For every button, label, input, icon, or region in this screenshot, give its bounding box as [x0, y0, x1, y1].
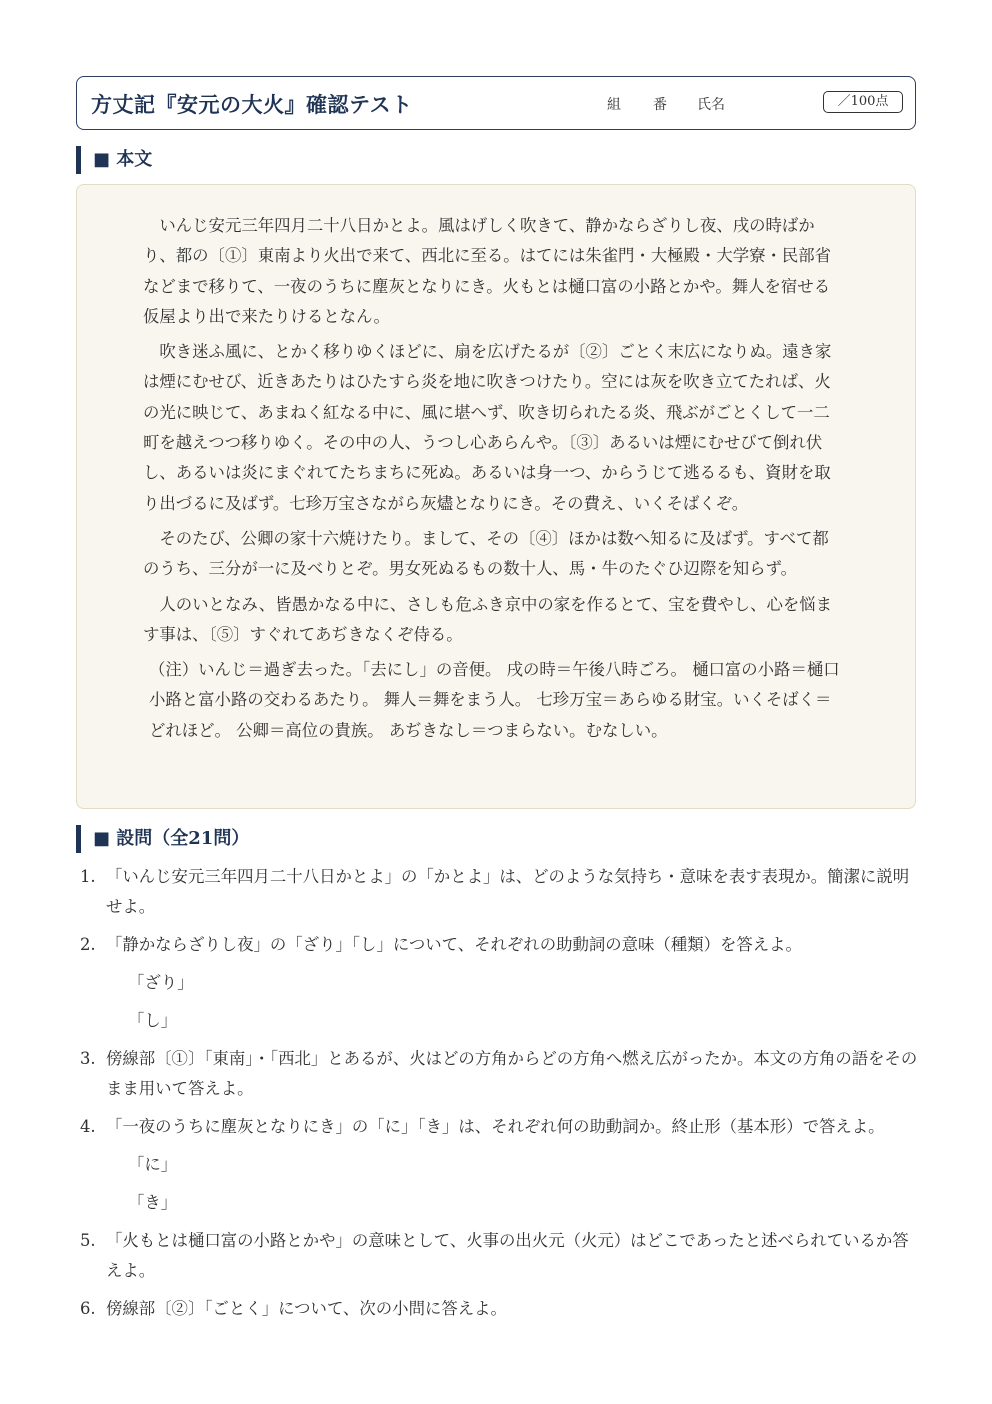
question-number: 5. [80, 1231, 96, 1250]
source-text-box [76, 184, 916, 809]
section-heading-questions: ■ 設問（全21問） [76, 825, 249, 853]
sub-answer-label: 「し」 [128, 1011, 178, 1030]
question-text: 「火もとは樋口富の小路とかや」の意味として、火事の出火元（火元）はどこであったと述べられているか答えよ。 [106, 1231, 909, 1280]
question-text: 「いんじ安元三年四月二十八日かとよ」の「かとよ」は、どのような気持ち・意味を表す表現か。簡潔に説明せよ。 [106, 867, 910, 916]
question-text: 「静かならざりし夜」の「ざり」「し」について、それぞれの助動詞の意味（種類）を答えよ。 [106, 935, 802, 954]
question-number: 6. [80, 1299, 96, 1318]
question-number: 3. [80, 1049, 96, 1068]
question-4 [80, 1112, 920, 1142]
question-text: 「一夜のうちに塵灰となりにき」の「に」「き」は、それぞれ何の助動詞か。終止形（基本形）で答えよ。 [106, 1117, 885, 1136]
sub-answer-label: 「ざり」 [128, 973, 194, 992]
question-number: 4. [80, 1117, 96, 1136]
question-2 [80, 930, 920, 960]
annotation-note: （注）いんじ＝過ぎ去った。「去にし」の音便。 戌の時＝午後八時ごろ。 樋口富の小路＝樋口小路と富小路の交わるあたり。 舞人＝舞をまう人。 七珍万宝＝あらゆる財宝。いくそばく＝どれほど。 公卿＝高位の貴族。 あぢきなし＝つまらない。むなしい。 [149, 660, 840, 740]
name-label: 氏名 [697, 97, 725, 113]
question-1 [80, 862, 920, 922]
paragraph: 吹き迷ふ風に、とかく移りゆくほどに、扇を広げたるが〔②〕ごとく末広になりぬ。遠き家は煙にむせび、近きあたりはひたすら炎を地に吹きつけたり。空には灰を吹き立てたれば、火の光に映じて、あまねく紅なる中に、風に堪へず、吹き切られたる炎、飛ぶがごとくして一二町を越えつつ移りゆく。その中の人、うつし心あらんや。〔③〕あるいは煙にむせびて倒れ伏し、あるいは炎にまぐれてたちまちに死ぬ。あるいは身一つ、からうじて逃るるも、資財を取り出づるに及ばず。七珍万宝さながら灰燼となりにき。その費え、いくそばくぞ。 [143, 342, 832, 513]
question-text: 傍線部〔①〕「東南」・「西北」とあるが、火はどの方角からどの方角へ燃え広がったか。本文の方角の語をそのまま用いて答えよ。 [106, 1049, 918, 1098]
question-5 [80, 1226, 920, 1286]
score-box: ／100点 [823, 91, 903, 113]
section-heading-body: ■ 本文 [76, 146, 152, 174]
page-title: 方丈記『安元の大火』確認テスト [91, 92, 413, 117]
paragraph: いんじ安元三年四月二十八日かとよ。風はげしく吹きて、静かならざりし夜、戌の時ばかり、都の〔①〕東南より火出で来て、西北に至る。はてには朱雀門・大極殿・大学寮・民部省などまで移りて、一夜のうちに塵灰となりにき。火もとは樋口富の小路とかや。舞人を宿せる仮屋より出で来たりけるとなん。 [143, 216, 832, 326]
paragraph: そのたび、公卿の家十六焼けたり。まして、その〔④〕ほかは数へ知るに及ばず。すべて都のうち、三分が一に及べりとぞ。男女死ぬるもの数十人、馬・牛のたぐひ辺際を知らず。 [143, 528, 829, 579]
question-number: 1. [80, 867, 96, 886]
test-header [76, 76, 916, 130]
paragraph: 人のいとなみ、皆愚かなる中に、さしも危ふき京中の家を作るとて、宝を費やし、心を悩ます事は、〔⑤〕すぐれてあぢきなくぞ侍る。 [143, 594, 833, 644]
sub-answer-label: 「き」 [128, 1193, 178, 1212]
question-6 [80, 1294, 920, 1324]
class-label: 組 [607, 97, 621, 113]
question-number: 2. [80, 935, 96, 954]
question-3 [80, 1044, 920, 1104]
number-label: 番 [653, 97, 667, 113]
question-list [80, 862, 920, 1332]
sub-answer-label: 「に」 [128, 1155, 178, 1174]
question-text: 傍線部〔②〕「ごとく」について、次の小問に答えよ。 [106, 1299, 507, 1318]
